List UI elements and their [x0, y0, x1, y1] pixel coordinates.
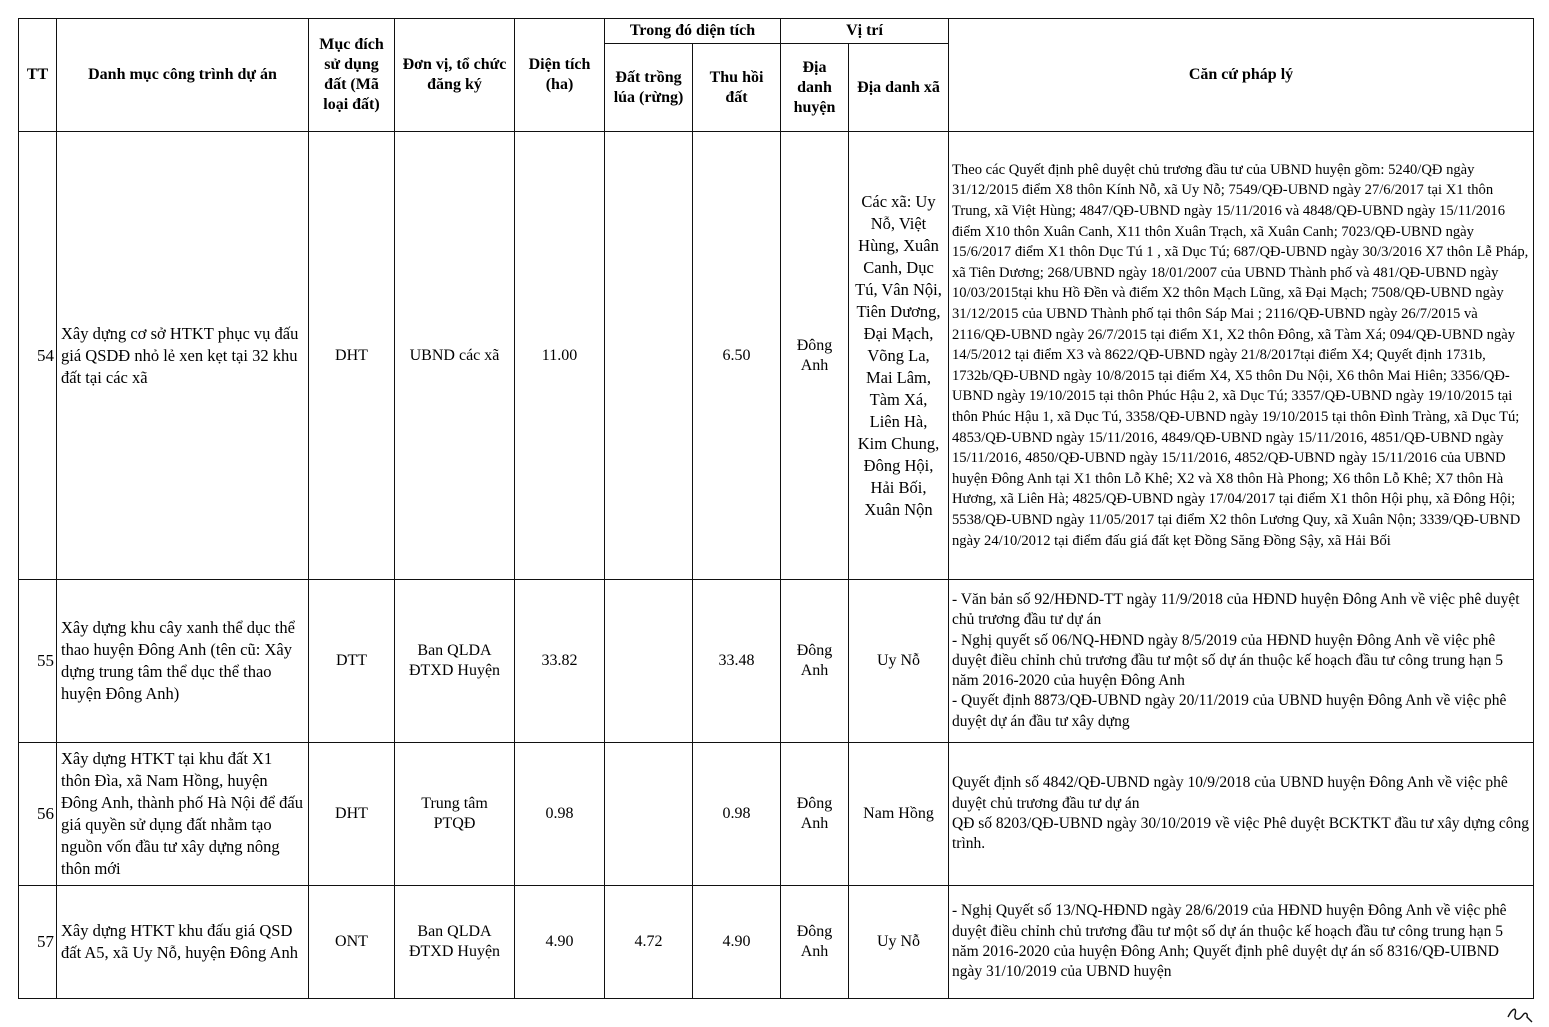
row-area: 0.98 [515, 743, 605, 886]
legal-paragraph: QĐ số 8203/QĐ-UBND ngày 30/10/2019 về việc Phê duyệt BCKTKT đầu tư xây dựng công trình. [952, 815, 1530, 853]
header-project: Danh mục công trình dự án [57, 19, 309, 132]
row-district: Đông Anh [781, 886, 849, 999]
table-row [19, 886, 1534, 999]
row-project: Xây dựng HTKT tại khu đất X1 thôn Đìa, xã Nam Hồng, huyện Đông Anh, thành phố Hà Nội để đấu giá quyền sử dụng đất nhằm tạo nguồn vốn đầu tư xây dựng nông thôn mới [57, 743, 309, 886]
row-purpose: DHT [309, 132, 395, 580]
row-commune: Uy Nỗ [849, 886, 949, 999]
row-rice: 4.72 [605, 886, 693, 999]
row-recover: 4.90 [693, 886, 781, 999]
row-district: Đông Anh [781, 132, 849, 580]
row-legal [949, 132, 1534, 580]
row-recover: 33.48 [693, 580, 781, 743]
row-tt: 55 [19, 580, 57, 743]
table-row [19, 743, 1534, 886]
row-unit: Ban QLDA ĐTXD Huyện [395, 580, 515, 743]
row-commune: Các xã: Uy Nỗ, Việt Hùng, Xuân Canh, Dục Tú, Vân Nội, Tiên Dương, Đại Mạch, Võng La, Mai Lâm, Tàm Xá, Liên Hà, Kim Chung, Đông Hội, Hải Bối, Xuân Nộn [849, 132, 949, 580]
signature-mark [1505, 1003, 1535, 1025]
row-district: Đông Anh [781, 580, 849, 743]
row-recover: 6.50 [693, 132, 781, 580]
row-district: Đông Anh [781, 743, 849, 886]
row-area: 4.90 [515, 886, 605, 999]
row-project: Xây dựng cơ sở HTKT phục vụ đấu giá QSDĐ nhỏ lẻ xen kẹt tại 32 khu đất tại các xã [57, 132, 309, 580]
header-location: Vị trí [781, 19, 949, 44]
header-rice: Đất trồng lúa (rừng) [605, 44, 693, 132]
row-unit: Trung tâm PTQĐ [395, 743, 515, 886]
legal-paragraph: - Quyết định 8873/QĐ-UBND ngày 20/11/2019 của UBND huyện Đông Anh về việc phê duyệt dự án đầu tư xây dựng [952, 692, 1507, 730]
legal-paragraph: - Nghị quyết số 06/NQ-HĐND ngày 8/5/2019 của HĐND huyện Đông Anh về việc phê duyệt điều chỉnh chủ trương đầu tư một số dự án thuộc kế hoạch đầu tư công trung hạn 5 năm 2016-2020 của huyện Đông Anh [952, 631, 1504, 690]
header-purpose: Mục đích sử dụng đất (Mã loại đất) [309, 19, 395, 132]
table-row [19, 580, 1534, 743]
row-purpose: DHT [309, 743, 395, 886]
legal-paragraph: Theo các Quyết định phê duyệt chủ trương đầu tư của UBND huyện gồm: 5240/QĐ ngày 31/12/2015 điểm X8 thôn Kính Nỗ, xã Uy Nỗ; 7549/QĐ-UBND ngày 27/6/2017 tại X1 thôn Trung, xã Việt Hùng; 4847/QĐ-UBND ngày 15/11/2016 và 4848/QĐ-UBND ngày 15/11/2016 điểm X10 thôn Xuân Canh, X11 thôn Xuân Trạch, xã Xuân Canh; 7023/QĐ-UBND ngày 15/6/2017 điểm X1 thôn Dục Tú 1 , xã Dục Tú; 687/QĐ-UBND ngày 30/3/2016 X7 thôn Lễ Pháp, xã Tiên Dương; 268/UBND ngày 18/01/2007 của UBND Thành phố và 481/QĐ-UBND ngày 10/03/2015tại khu Hồ Đền và điểm X2 thôn Mạch Lũng, xã Đại Mạch; 7508/QĐ-UBND ngày 31/12/2015 của UBND Thành phố tại thôn Sáp Mai ; 2116/QĐ-UBND ngày 26/7/2015 và 2116/QĐ-UBND ngày 26/7/2015 tại điểm X1, X2 thôn Đông, xã Tàm Xá; 094/QĐ-UBND ngày 14/5/2012 tại điểm X3 và 8622/QĐ-UBND ngày 21/8/2017tại điểm X4; Quyết định 1731b, 1732b/QĐ-UBND ngày 10/8/2015 tại điểm X4, X5 thôn Du Nội, X6 thôn Mai Hiên; 3356/QĐ-UBND ngày 19/10/2015 tại thôn Phúc Hậu 2, xã Dục Tú; 3357/QĐ-UBND ngày 19/10/2015 tại thôn Phúc Hậu 1, xã Dục Tú, 3358/QĐ-UBND ngày 19/10/2015 tại thôn Đình Tràng, xã Dục Tú; 4853/QĐ-UBND ngày 15/11/2016, 4849/QĐ-UBND ngày 15/11/2016, 4851/QĐ-UBND ngày 15/11/2016, 4850/QĐ-UBND ngày 15/11/2016, 4852/QĐ-UBND ngày 15/11/2016 của UBND huyện Đông Anh tại X1 thôn Lỗ Khê; X2 và X8 thôn Hà Phong; X6 thôn Lỗ Khê; X7 thôn Hà Hương, xã Liên Hà; 4825/QĐ-UBND ngày 17/04/2017 tại điểm X1 thôn Hội phụ, xã Đông Hội; 5538/QĐ-UBND ngày 11/05/2017 tại điểm X2 thôn Lương Quy, xã Xuân Nộn; 3339/QĐ-UBND ngày 24/10/2012 tại điểm đấu giá đất kẹt Đồng Săng Đồng Sậy, xã Hải Bối [952, 161, 1529, 549]
row-project: Xây dựng khu cây xanh thể dục thể thao huyện Đông Anh (tên cũ: Xây dựng trung tâm thể dục thể thao huyện Đông Anh) [57, 580, 309, 743]
legal-paragraph: - Nghị Quyết số 13/NQ-HĐND ngày 28/6/2019 của HĐND huyện Đông Anh về việc phê duyệt điều chỉnh chủ trương đầu tư một số dự án thuộc kế hoạch đầu tư công trung hạn 5 năm 2016-2020 của huyện Đông Anh; Quyết định phê duyệt dự án số 8316/QĐ-UIBND ngày 31/10/2019 của UBND huyện [952, 902, 1507, 981]
header-area: Diện tích (ha) [515, 19, 605, 132]
row-tt: 54 [19, 132, 57, 580]
legal-paragraph: Quyết định số 4842/QĐ-UBND ngày 10/9/2018 của UBND huyện Đông Anh về việc phê duyệt chủ trương đầu tư dự án [952, 774, 1508, 812]
row-rice [605, 580, 693, 743]
land-use-table [18, 18, 1534, 999]
row-legal [949, 580, 1534, 743]
table-row [19, 132, 1534, 580]
row-recover: 0.98 [693, 743, 781, 886]
row-tt: 57 [19, 886, 57, 999]
row-commune: Nam Hồng [849, 743, 949, 886]
row-rice [605, 743, 693, 886]
row-project: Xây dựng HTKT khu đấu giá QSD đất A5, xã Uy Nỗ, huyện Đông Anh [57, 886, 309, 999]
row-unit: Ban QLDA ĐTXD Huyện [395, 886, 515, 999]
header-recover: Thu hồi đất [693, 44, 781, 132]
header-unit: Đơn vị, tổ chức đăng ký [395, 19, 515, 132]
header-legal: Căn cứ pháp lý [949, 19, 1534, 132]
row-unit: UBND các xã [395, 132, 515, 580]
row-purpose: DTT [309, 580, 395, 743]
legal-paragraph: - Văn bản số 92/HĐND-TT ngày 11/9/2018 của HĐND huyện Đông Anh về việc phê duyệt chủ trương đầu tư dự án [952, 590, 1520, 629]
row-legal [949, 743, 1534, 886]
row-commune: Uy Nỗ [849, 580, 949, 743]
header-tt: TT [19, 19, 57, 132]
row-tt: 56 [19, 743, 57, 886]
row-area: 33.82 [515, 580, 605, 743]
row-legal [949, 886, 1534, 999]
row-rice [605, 132, 693, 580]
header-district: Địa danh huyện [781, 44, 849, 132]
row-area: 11.00 [515, 132, 605, 580]
header-commune: Địa danh xã [849, 44, 949, 132]
header-of-which: Trong đó diện tích [605, 19, 781, 44]
row-purpose: ONT [309, 886, 395, 999]
